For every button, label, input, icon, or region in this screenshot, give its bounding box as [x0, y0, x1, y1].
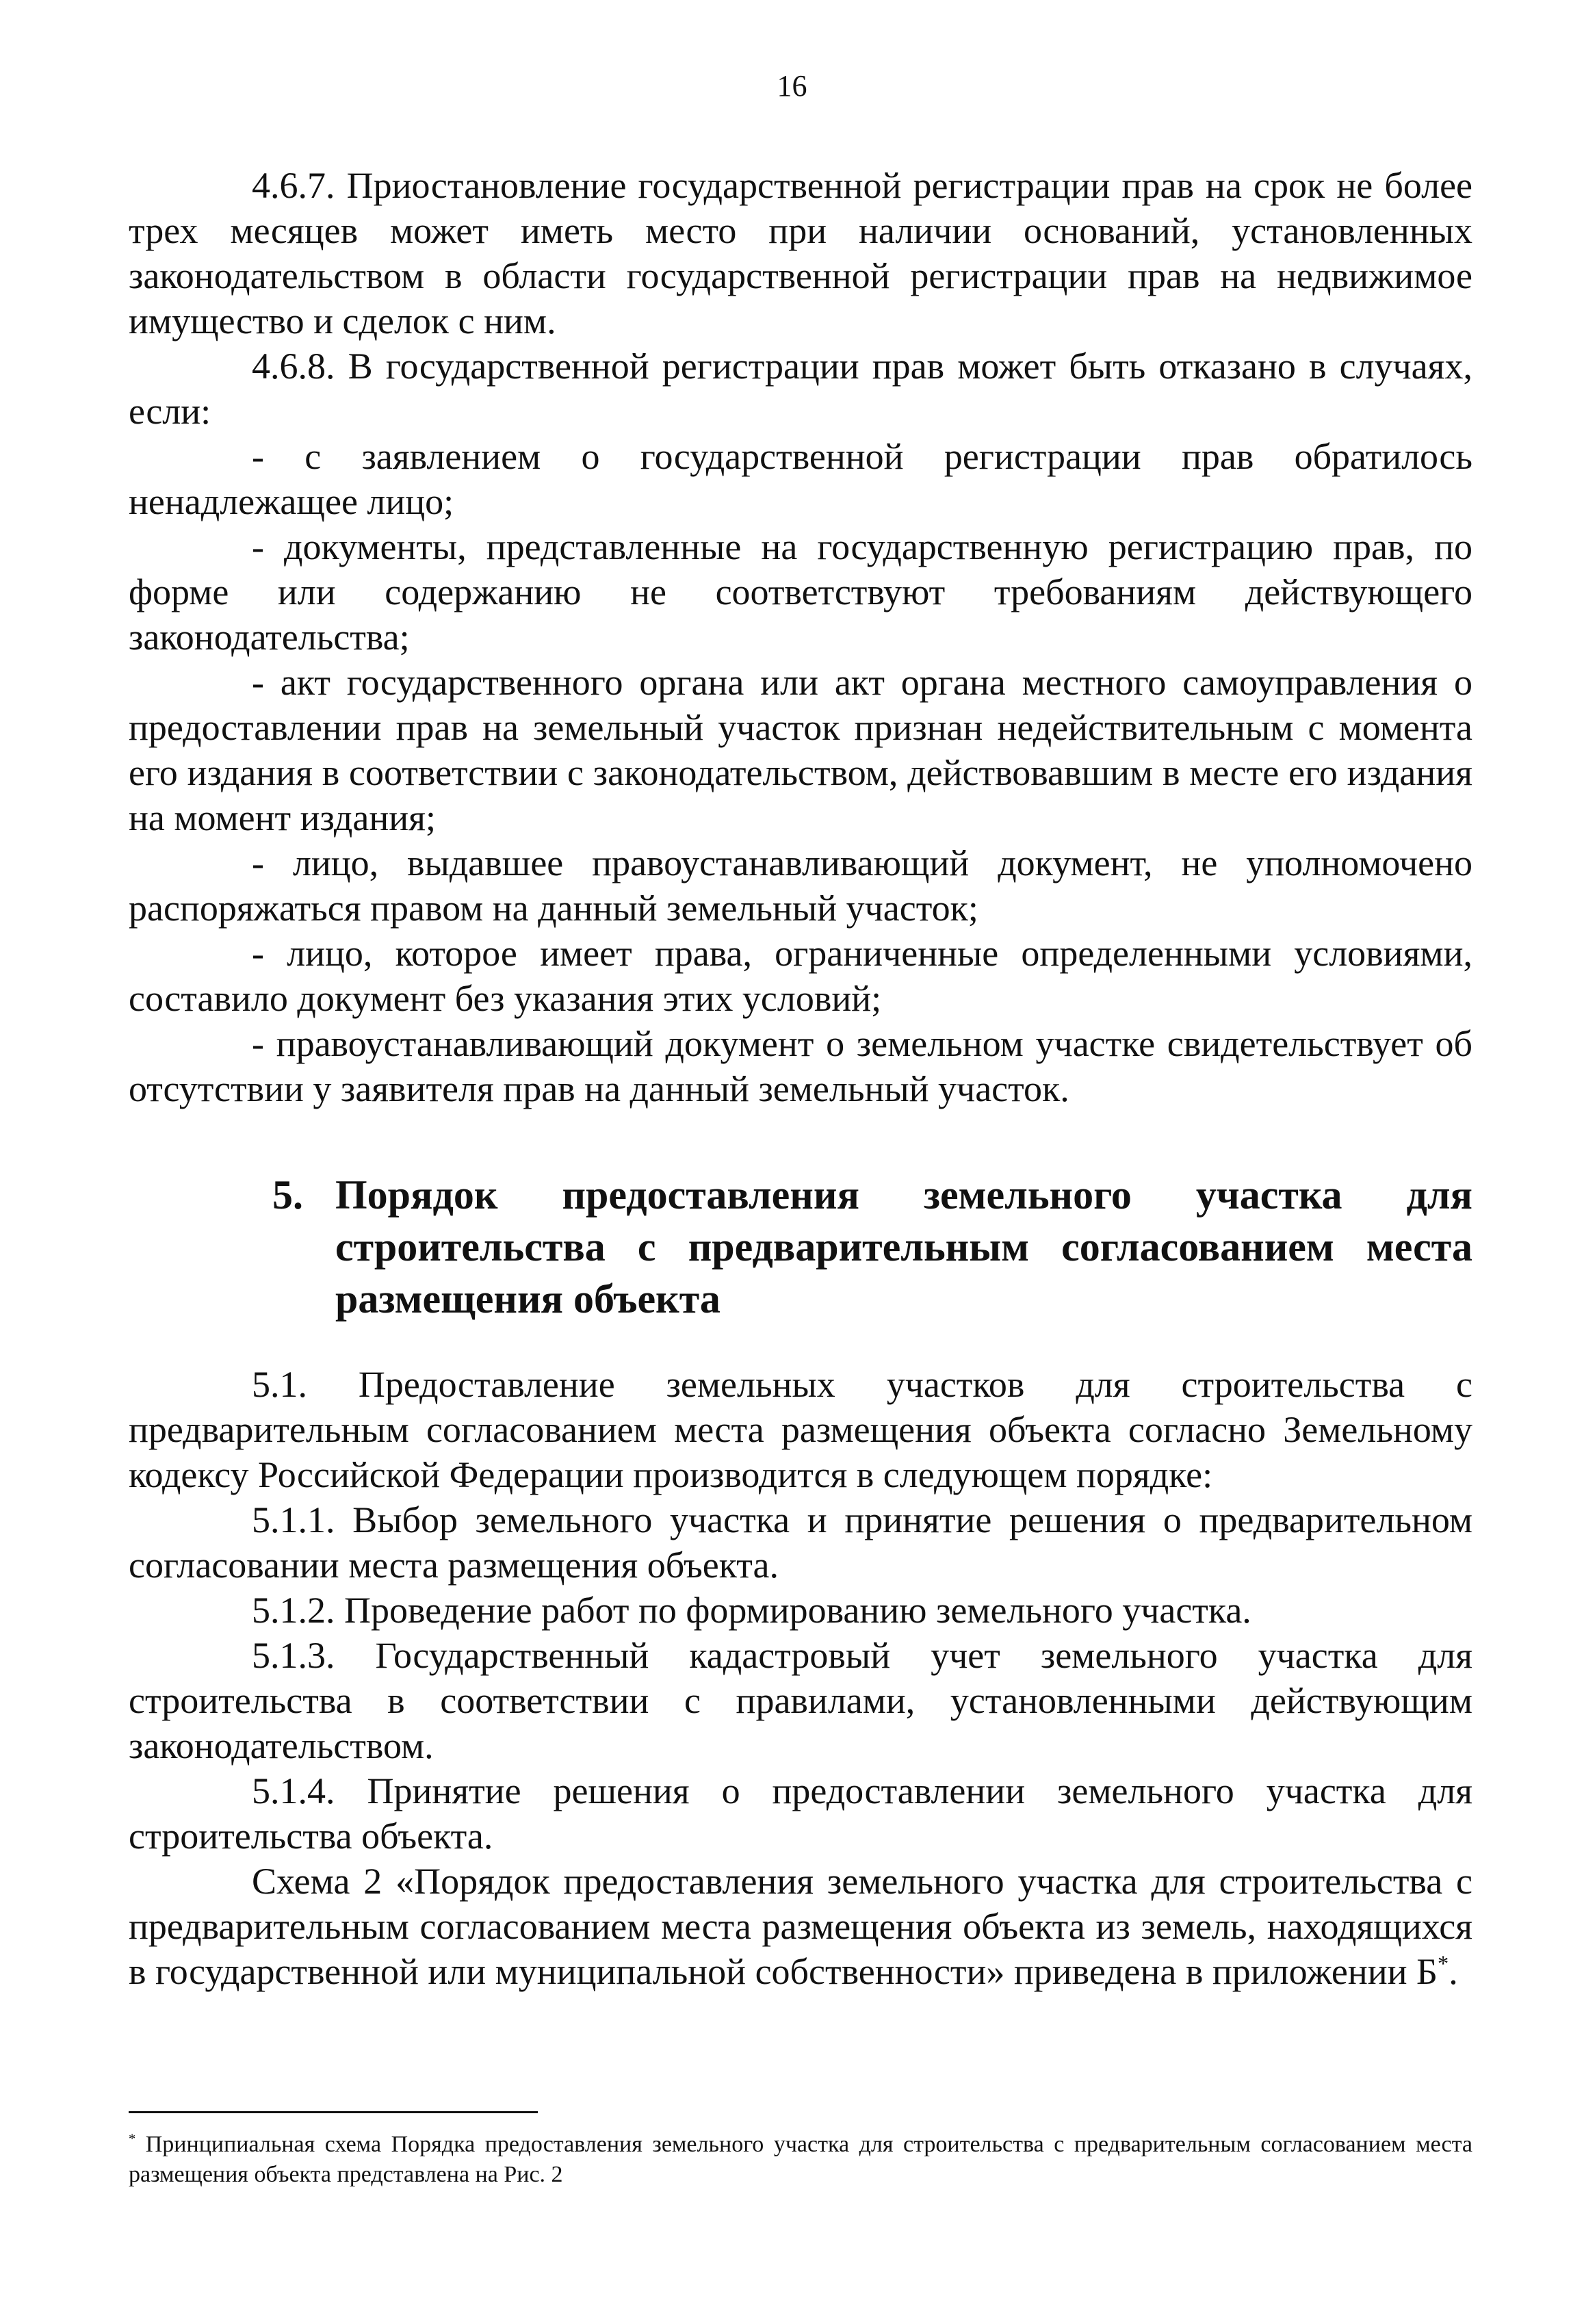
footnote — [129, 2130, 1472, 2190]
section-5-title: Порядок предоставления земельного участка для строительства с предварительным согласованием места размещения объекта — [335, 1172, 1472, 1321]
paragraph-5-1-1: 5.1.1. Выбор земельного участка и принятие решения о предварительном согласовании места размещения объекта. — [129, 1499, 1472, 1586]
footnote-mark: * — [129, 2131, 136, 2147]
scheme-end: . — [1449, 1951, 1458, 1992]
section-5-heading — [272, 1169, 1472, 1325]
list-item: - лицо, выдавшее правоустанавливающий документ, не уполномочено распоряжаться правом на данный земельный участок; — [129, 842, 1472, 929]
list-item: - лицо, которое имеет права, ограниченные определенными условиями, составило документ без указания этих условий; — [129, 933, 1472, 1019]
paragraph-5-1: 5.1. Предоставление земельных участков для строительства с предварительным согласованием места размещения объекта согласно Земельному кодексу Российской Федерации производится в следующем порядке: — [129, 1364, 1472, 1495]
footnote-reference-mark: * — [1438, 1952, 1449, 1976]
list-item: - документы, представленные на государственную регистрацию прав, по форме или содержанию не соответствуют требованиям действующего законодательства; — [129, 526, 1472, 658]
list-item: - акт государственного органа или акт органа местного самоуправления о предоставлении прав на земельный участок признан недействительным с момента его издания в соответствии с законодательством, действовавшим в месте его издания на момент издания; — [129, 662, 1472, 838]
paragraph-5-1-2: 5.1.2. Проведение работ по формированию земельного участка. — [252, 1590, 1251, 1631]
paragraph-4-6-7: 4.6.7. Приостановление государственной регистрации прав на срок не более трех месяцев может иметь место при наличии оснований, установленных законодательством в области государственной регистрации прав на недвижимое имущество и сделок с ним. — [129, 165, 1472, 341]
paragraph-5-1-3: 5.1.3. Государственный кадастровый учет земельного участка для строительства в соответствии с правилами, установленными действующим законодательством. — [129, 1635, 1472, 1766]
page-number: 16 — [777, 69, 807, 103]
scheme-paragraph — [129, 1859, 1472, 1994]
section-5-number: 5. — [272, 1172, 303, 1217]
footnote-divider — [129, 2111, 538, 2113]
footnote-text: Принципиальная схема Порядка предоставления земельного участка для строительства с предварительным согласованием места размещения объекта представлена на Рис. 2 — [129, 2132, 1472, 2187]
list-item: - с заявлением о государственной регистрации прав обратилось ненадлежащее лицо; — [129, 436, 1472, 522]
section-5-text — [129, 1362, 1472, 1994]
paragraph-5-1-4: 5.1.4. Принятие решения о предоставлении земельного участка для строительства объекта. — [129, 1770, 1472, 1857]
section-4-text — [129, 163, 1472, 1111]
list-item: - правоустанавливающий документ о земельном участке свидетельствует об отсутствии у заявителя прав на данный земельный участок. — [129, 1023, 1472, 1109]
paragraph-4-6-8: 4.6.8. В государственной регистрации прав может быть отказано в случаях, если: — [129, 346, 1472, 432]
scheme-text: Схема 2 «Порядок предоставления земельного участка для строительства с предварительным согласованием места размещения объекта из земель, находящихся в государственной или муниципальной собственности» приведена в приложении Б — [129, 1861, 1472, 1992]
